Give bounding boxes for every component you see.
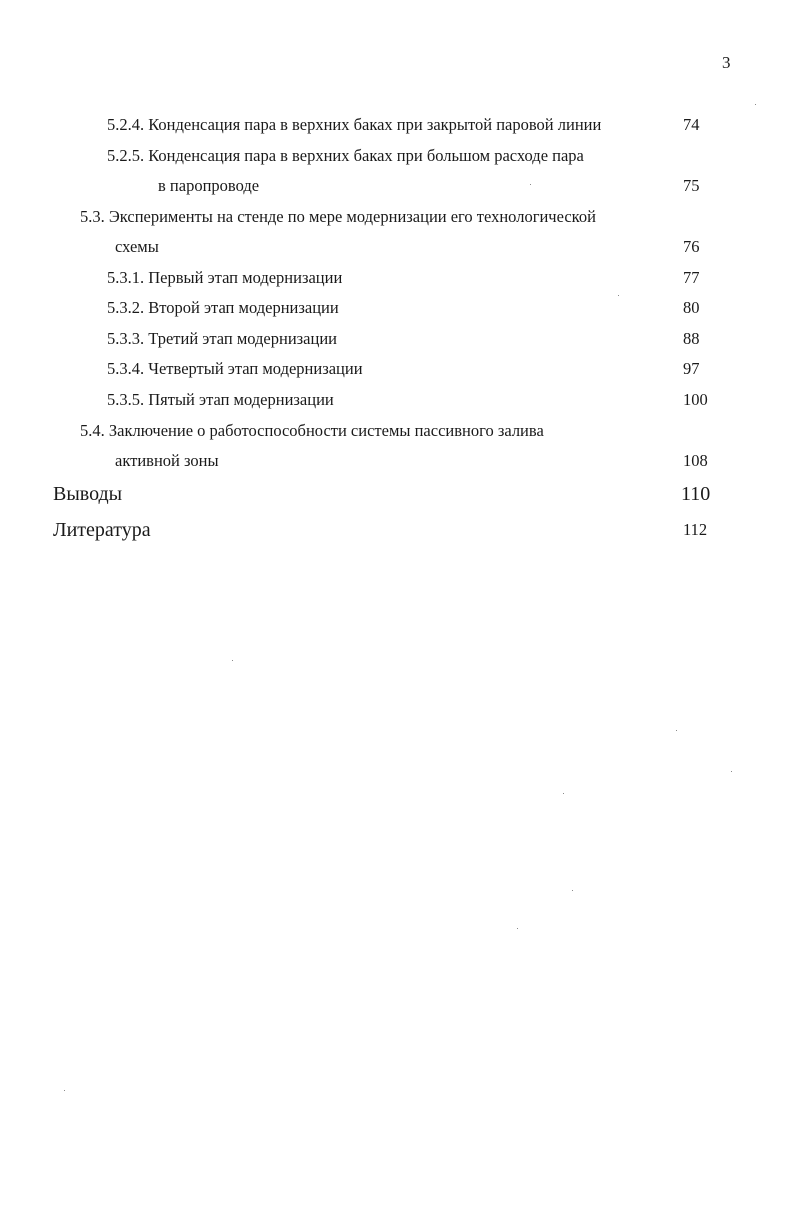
toc-entry-page: 80 bbox=[683, 298, 700, 317]
scan-speck bbox=[530, 184, 531, 185]
toc-entry-text: активной зоны bbox=[115, 451, 219, 470]
toc-entry-page: 76 bbox=[683, 237, 700, 256]
toc-entry-text: 5.2.4. Конденсация пара в верхних баках при закрытой паровой линии bbox=[107, 115, 602, 134]
toc-entry-page: 108 bbox=[683, 451, 708, 470]
toc-entry-page: 74 bbox=[683, 115, 700, 134]
toc-entry-text: в паропроводе bbox=[158, 176, 260, 195]
toc-entry-text: 5.3.1. Первый этап модернизации bbox=[107, 268, 343, 287]
toc-entry-text: схемы bbox=[115, 237, 159, 256]
toc-entry-text: 5.4. Заключение о работоспособности системы пассивного залива bbox=[80, 421, 544, 440]
toc-entry-text: 5.3.3. Третий этап модернизации bbox=[107, 329, 338, 348]
toc-entry-page: 88 bbox=[683, 329, 700, 348]
toc-entry-text: Выводы bbox=[53, 483, 123, 505]
toc-entry-page: 100 bbox=[683, 390, 708, 409]
scan-speck bbox=[731, 771, 732, 772]
toc-entry-page: 77 bbox=[683, 268, 700, 287]
page-number: 3 bbox=[722, 53, 731, 72]
toc-entry-text: 5.3. Эксперименты на стенде по мере модернизации его технологической bbox=[80, 207, 596, 226]
scan-speck bbox=[618, 295, 619, 296]
toc-entry-page: 110 bbox=[681, 483, 711, 505]
toc-entry-page: 75 bbox=[683, 176, 700, 195]
toc-entry-text: 5.3.2. Второй этап модернизации bbox=[107, 298, 339, 317]
scan-speck bbox=[676, 730, 677, 731]
scan-speck bbox=[572, 890, 573, 891]
toc-entry-text: 5.2.5. Конденсация пара в верхних баках при большом расходе пара bbox=[107, 146, 584, 165]
scan-speck bbox=[64, 1090, 65, 1091]
toc-entry-text: 5.3.5. Пятый этап модернизации bbox=[107, 390, 334, 409]
toc-entry-page: 112 bbox=[683, 520, 708, 539]
scan-speck bbox=[517, 928, 518, 929]
scan-speck bbox=[232, 660, 233, 661]
toc-entry-text: 5.3.4. Четвертый этап модернизации bbox=[107, 359, 363, 378]
toc-entry-page: 97 bbox=[683, 359, 700, 378]
scan-speck bbox=[755, 104, 756, 105]
scan-speck bbox=[563, 793, 564, 794]
toc-entry-text: Литература bbox=[53, 519, 151, 541]
